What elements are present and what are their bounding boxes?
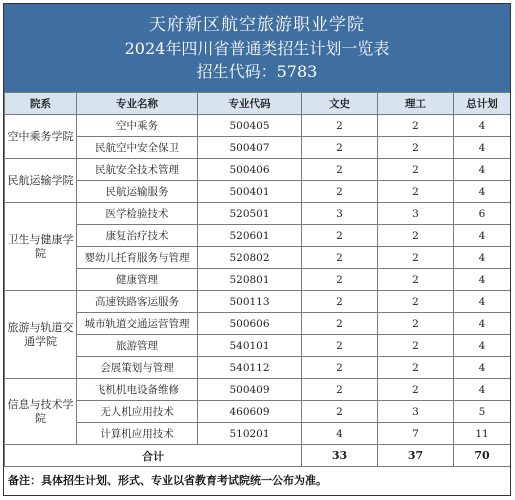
table-row bbox=[5, 137, 511, 159]
major-name-cell: 民航空中安全保卫 bbox=[77, 137, 198, 159]
arts-count-cell: 2 bbox=[302, 159, 378, 181]
science-count-cell: 2 bbox=[378, 137, 454, 159]
plan-title: 2024年四川省普通类招生计划一览表 bbox=[124, 39, 390, 58]
table-body bbox=[5, 115, 511, 445]
major-name-cell: 高速铁路客运服务 bbox=[77, 291, 198, 313]
department-cell: 民航运输学院 bbox=[5, 159, 77, 203]
major-name-cell: 民航安全技术管理 bbox=[77, 159, 198, 181]
table-row bbox=[5, 291, 511, 313]
col-header-dept: 院系 bbox=[5, 93, 77, 115]
table-row bbox=[5, 247, 511, 269]
arts-count-cell: 2 bbox=[302, 335, 378, 357]
arts-count-cell: 2 bbox=[302, 401, 378, 423]
table-row bbox=[5, 335, 511, 357]
total-count-cell: 4 bbox=[454, 313, 511, 335]
major-name-cell: 城市轨道交通运营管理 bbox=[77, 313, 198, 335]
major-name-cell: 婴幼儿托育服务与管理 bbox=[77, 247, 198, 269]
arts-count-cell: 2 bbox=[302, 247, 378, 269]
arts-count-cell: 2 bbox=[302, 357, 378, 379]
science-count-cell: 2 bbox=[378, 225, 454, 247]
major-code-cell: 520501 bbox=[198, 203, 302, 225]
col-header-code: 专业代码 bbox=[198, 93, 302, 115]
total-count-cell: 4 bbox=[454, 137, 511, 159]
col-header-major: 专业名称 bbox=[77, 93, 198, 115]
science-count-cell: 2 bbox=[378, 159, 454, 181]
table-row bbox=[5, 115, 511, 137]
major-code-cell: 500113 bbox=[198, 291, 302, 313]
col-header-science: 理工 bbox=[378, 93, 454, 115]
arts-count-cell: 2 bbox=[302, 137, 378, 159]
science-count-cell: 7 bbox=[378, 423, 454, 445]
science-count-cell: 2 bbox=[378, 291, 454, 313]
arts-count-cell: 2 bbox=[302, 225, 378, 247]
major-code-cell: 540112 bbox=[198, 357, 302, 379]
department-cell: 卫生与健康学院 bbox=[5, 203, 77, 291]
arts-count-cell: 2 bbox=[302, 115, 378, 137]
enrollment-table bbox=[4, 92, 511, 467]
science-count-cell: 2 bbox=[378, 379, 454, 401]
total-count-cell: 4 bbox=[454, 269, 511, 291]
total-count-cell: 11 bbox=[454, 423, 511, 445]
major-code-cell: 540101 bbox=[198, 335, 302, 357]
major-code-cell: 460609 bbox=[198, 401, 302, 423]
arts-count-cell: 3 bbox=[302, 203, 378, 225]
science-count-cell: 2 bbox=[378, 181, 454, 203]
totals-total: 70 bbox=[454, 445, 511, 467]
total-count-cell: 6 bbox=[454, 203, 511, 225]
science-count-cell: 2 bbox=[378, 313, 454, 335]
major-code-cell: 520801 bbox=[198, 269, 302, 291]
major-code-cell: 500406 bbox=[198, 159, 302, 181]
total-count-cell: 4 bbox=[454, 291, 511, 313]
major-code-cell: 500405 bbox=[198, 115, 302, 137]
science-count-cell: 2 bbox=[378, 357, 454, 379]
total-count-cell: 4 bbox=[454, 335, 511, 357]
science-count-cell: 2 bbox=[378, 335, 454, 357]
total-count-cell: 4 bbox=[454, 159, 511, 181]
arts-count-cell: 2 bbox=[302, 181, 378, 203]
major-code-cell: 500401 bbox=[198, 181, 302, 203]
totals-label: 合计 bbox=[5, 445, 302, 467]
science-count-cell: 2 bbox=[378, 269, 454, 291]
col-header-total: 总计划 bbox=[454, 93, 511, 115]
total-count-cell: 4 bbox=[454, 357, 511, 379]
total-count-cell: 4 bbox=[454, 379, 511, 401]
table-row bbox=[5, 401, 511, 423]
arts-count-cell: 4 bbox=[302, 423, 378, 445]
total-count-cell: 4 bbox=[454, 225, 511, 247]
total-count-cell: 4 bbox=[454, 181, 511, 203]
enrollment-code: 招生代码：5783 bbox=[196, 62, 318, 81]
department-cell: 旅游与轨道交通学院 bbox=[5, 291, 77, 379]
science-count-cell: 2 bbox=[378, 115, 454, 137]
table-row bbox=[5, 181, 511, 203]
arts-count-cell: 2 bbox=[302, 291, 378, 313]
remark-note: 备注：具体招生计划、形式、专业以省教育考试院统一公布为准。 bbox=[8, 474, 327, 487]
science-count-cell: 2 bbox=[378, 247, 454, 269]
table-row bbox=[5, 203, 511, 225]
major-code-cell: 510201 bbox=[198, 423, 302, 445]
table-header-row bbox=[5, 93, 511, 115]
major-name-cell: 康复治疗技术 bbox=[77, 225, 198, 247]
total-count-cell: 4 bbox=[454, 247, 511, 269]
major-name-cell: 无人机应用技术 bbox=[77, 401, 198, 423]
school-name: 天府新区航空旅游职业学院 bbox=[149, 15, 365, 35]
arts-count-cell: 2 bbox=[302, 313, 378, 335]
totals-row bbox=[5, 445, 511, 467]
major-name-cell: 健康管理 bbox=[77, 269, 198, 291]
total-count-cell: 5 bbox=[454, 401, 511, 423]
table-row bbox=[5, 313, 511, 335]
science-count-cell: 3 bbox=[378, 401, 454, 423]
total-count-cell: 4 bbox=[454, 115, 511, 137]
major-name-cell: 医学检验技术 bbox=[77, 203, 198, 225]
major-code-cell: 500606 bbox=[198, 313, 302, 335]
major-name-cell: 计算机应用技术 bbox=[77, 423, 198, 445]
arts-count-cell: 2 bbox=[302, 269, 378, 291]
col-header-arts: 文史 bbox=[302, 93, 378, 115]
major-code-cell: 520802 bbox=[198, 247, 302, 269]
major-name-cell: 空中乘务 bbox=[77, 115, 198, 137]
enrollment-plan-sheet bbox=[3, 3, 511, 496]
major-name-cell: 旅游管理 bbox=[77, 335, 198, 357]
arts-count-cell: 2 bbox=[302, 379, 378, 401]
table-row bbox=[5, 379, 511, 401]
table-row bbox=[5, 225, 511, 247]
major-name-cell: 飞机机电设备维修 bbox=[77, 379, 198, 401]
totals-arts: 33 bbox=[302, 445, 378, 467]
table-row bbox=[5, 357, 511, 379]
science-count-cell: 3 bbox=[378, 203, 454, 225]
major-name-cell: 会展策划与管理 bbox=[77, 357, 198, 379]
department-cell: 信息与技术学院 bbox=[5, 379, 77, 445]
table-row bbox=[5, 269, 511, 291]
table-row bbox=[5, 159, 511, 181]
table-row bbox=[5, 423, 511, 445]
major-name-cell: 民航运输服务 bbox=[77, 181, 198, 203]
totals-science: 37 bbox=[378, 445, 454, 467]
major-code-cell: 500407 bbox=[198, 137, 302, 159]
title-banner bbox=[4, 4, 510, 92]
major-code-cell: 500409 bbox=[198, 379, 302, 401]
department-cell: 空中乘务学院 bbox=[5, 115, 77, 159]
major-code-cell: 520601 bbox=[198, 225, 302, 247]
